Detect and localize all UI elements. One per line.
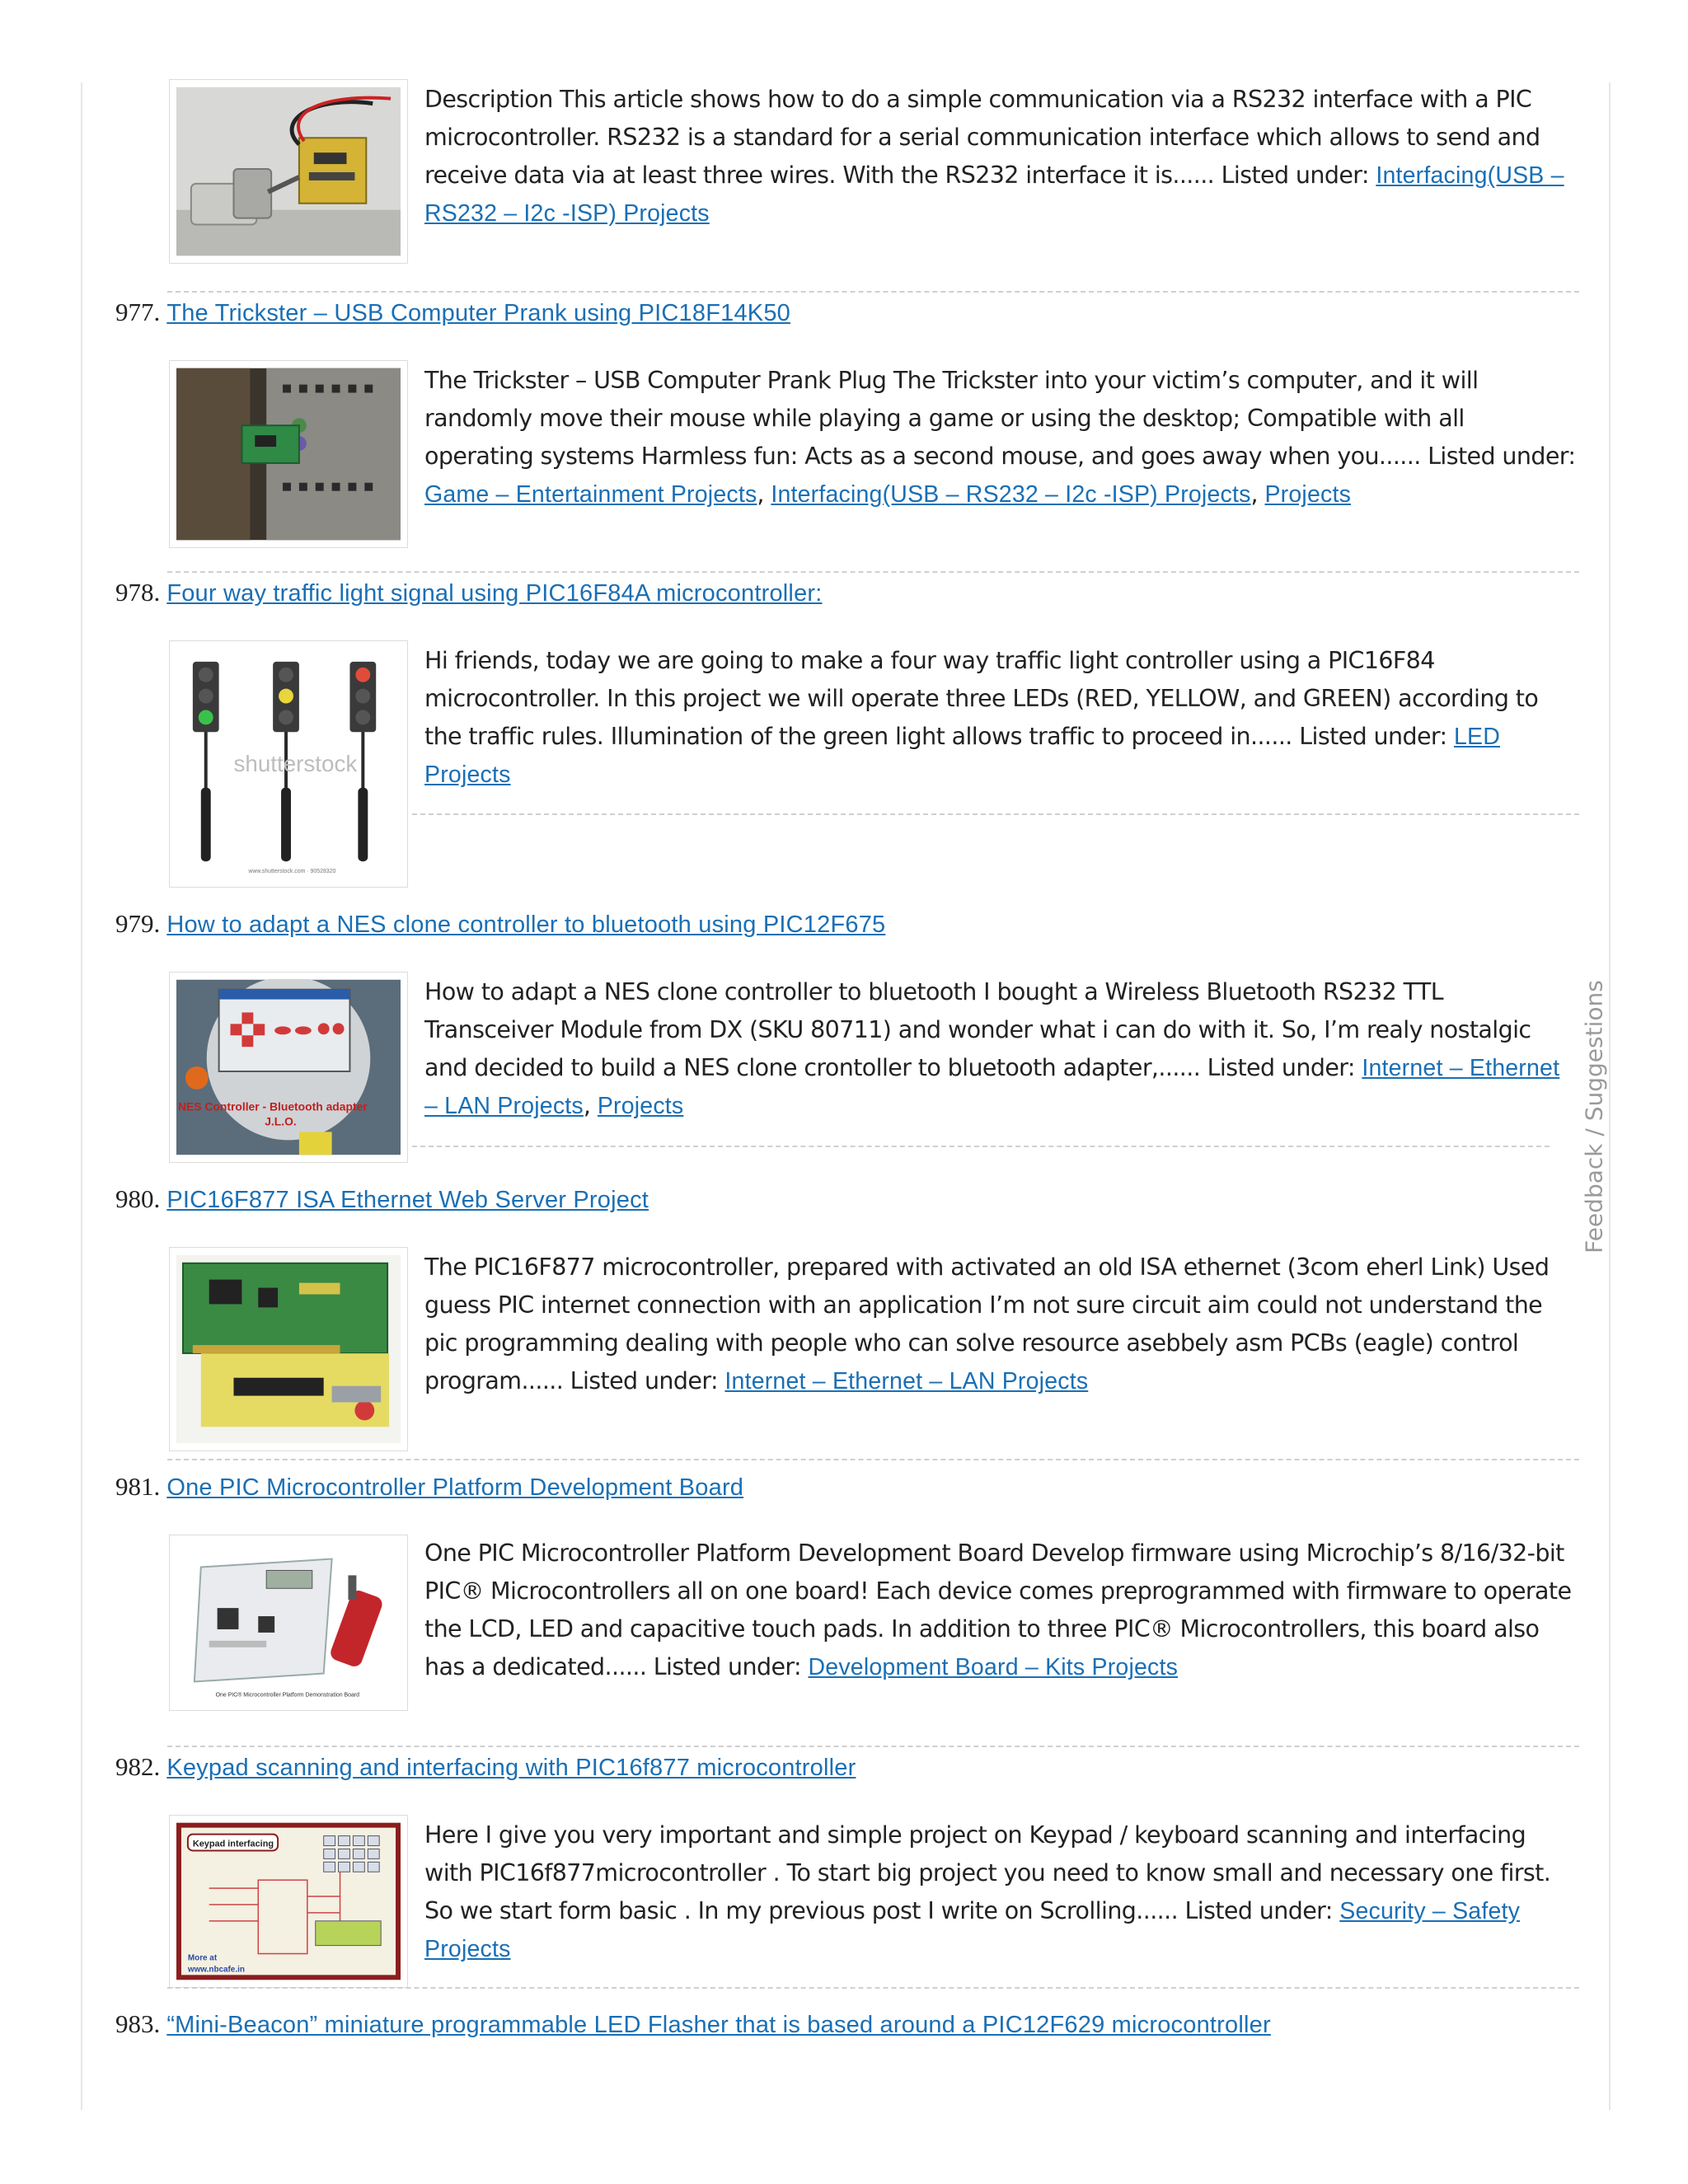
category-link[interactable]: Internet – Ethernet – LAN Projects [424, 1055, 1560, 1119]
project-thumbnail[interactable] [169, 972, 408, 1163]
item-number: 977. [115, 298, 161, 326]
project-thumbnail[interactable] [169, 1815, 408, 1988]
description-text: How to adapt a NES clone controller to bluetooth I bought a Wireless Bluetooth RS232 TTL Transceiver Module from DX (SKU 80711) and wonder what i can do with it. So, I’m realy nostalgic and decided to build a NES clone crontoller to bluetooth adapter,...... Listed under: [424, 978, 1531, 1081]
item-number: 982. [115, 1752, 161, 1781]
project-title-link[interactable]: Keypad scanning and interfacing with PIC16f877 microcontroller [166, 1755, 856, 1781]
list-item-heading [115, 576, 1582, 610]
entry-separator [167, 1746, 1579, 1747]
description-text: Here I give you very important and simple project on Keypad / keyboard scanning and interfacing with PIC16f877microcontroller . To start big project you need to know small and necessary one first. So we start form basic . In my previous post I write on Scrolling...... Listed under: [424, 1821, 1551, 1924]
project-description [424, 81, 1578, 232]
list-item-heading [115, 1470, 1582, 1504]
image-caption: www.nbcafe.in [187, 1965, 245, 1975]
project-title-link[interactable]: How to adapt a NES clone controller to bluetooth using PIC12F675 [166, 912, 886, 938]
project-thumbnail[interactable] [169, 79, 408, 264]
list-item-heading [115, 1183, 1582, 1216]
item-number: 978. [115, 578, 161, 607]
project-thumbnail[interactable] [169, 1247, 408, 1451]
description-text: The Trickster – USB Computer Prank Plug The Trickster into your victim’s computer, and it will randomly move their mouse while playing a game or using the desktop; Compatible with all operating systems Harmless fun: Acts as a second mouse, and goes away when you...... Listed under: [424, 367, 1576, 470]
isa-ethernet-image [176, 1254, 401, 1444]
image-caption: NES Controller - Bluetooth adapter [177, 1099, 368, 1113]
rs232-board-image [176, 87, 401, 256]
category-link[interactable]: Development Board – Kits Projects [808, 1654, 1179, 1680]
category-link[interactable]: Internet – Ethernet – LAN Projects [724, 1368, 1089, 1394]
entry-separator [167, 1459, 1579, 1460]
entry-separator [412, 813, 1579, 815]
description-text: Description This article shows how to do a simple communication via a RS232 interface with a PIC microcontroller. RS232 is a standard for a serial communication interface which allows to send and receive data via at least three wires. With the RS232 interface it is...... Listed under: [424, 86, 1540, 189]
image-caption: Keypad interfacing [192, 1839, 274, 1849]
nes-controller-image [176, 979, 401, 1155]
feedback-label: Feedback / Suggestions [1580, 980, 1608, 1254]
item-number: 979. [115, 909, 161, 938]
keypad-interfacing-image [176, 1822, 401, 1980]
project-description: The Trickster – USB Computer Prank Plug The Trickster into your victim’s computer, and it will randomly move their mouse while playing a game or using the desktop; Compatible with all operating systems Harmless fun: Acts as a second mouse, and goes away when you...... Listed under: Game – Entertainment Projects, Interfacing(USB – RS232 – I2c -ISP) Projects, Projects [424, 367, 1576, 508]
entry-separator [412, 1146, 1550, 1147]
project-title-link[interactable]: PIC16F877 ISA Ethernet Web Server Project [166, 1187, 649, 1213]
item-number: 980. [115, 1184, 161, 1213]
project-thumbnail[interactable] [169, 360, 408, 548]
project-thumbnail[interactable] [169, 1535, 408, 1711]
usb-prank-image [176, 368, 401, 541]
image-caption: More at [187, 1953, 218, 1963]
project-description [424, 1535, 1578, 1686]
image-caption: One PIC® Microcontroller Platform Demonstration Board [215, 1692, 360, 1699]
list-item-heading [115, 296, 1582, 330]
category-link[interactable]: Game – Entertainment Projects [424, 481, 757, 508]
description-text: The PIC16F877 microcontroller, prepared with activated an old ISA ethernet (3com eherl Link) Used guess PIC internet connection with an application I’m not sure circuit aim could not understand the pic programming dealing with people who can solve resource asebbely asm PCBs (eagle) control program...... Listed under: [424, 1254, 1550, 1394]
entry-separator [167, 291, 1579, 293]
list-item-heading [115, 2008, 1582, 2041]
category-link[interactable]: Projects [597, 1093, 684, 1119]
category-link[interactable]: Projects [1264, 481, 1352, 508]
feedback-tab[interactable] [1574, 980, 1614, 1254]
item-number: 983. [115, 2009, 161, 2038]
item-number: 981. [115, 1472, 161, 1501]
watermark-caption: www.shutterstock.com · 90528320 [248, 869, 336, 875]
description-text: One PIC Microcontroller Platform Development Board Develop firmware using Microchip’s 8/16/32-bit PIC® Microcontrollers all on one board! Each device comes preprogrammed with firmware to operate the LCD, LED and capacitive touch pads. In addition to three PIC® Microcontrollers, this board also has a dedicated...... Listed under: [424, 1540, 1572, 1680]
project-title-link[interactable]: “Mini-Beacon” miniature programmable LED Flasher that is based around a PIC12F629 microcontroller [166, 2012, 1271, 2038]
watermark-text: shutterstock [233, 750, 358, 776]
list-item-heading [115, 907, 1582, 941]
project-title-link[interactable]: Four way traffic light signal using PIC16F84A microcontroller: [166, 580, 823, 607]
project-description [424, 1816, 1578, 1968]
entry-separator [167, 1987, 1579, 1989]
list-item-heading [115, 1750, 1582, 1784]
project-description [424, 642, 1578, 794]
category-link[interactable]: Interfacing(USB – RS232 – I2c -ISP) Projects [771, 481, 1251, 508]
category-link[interactable]: Security – Safety Projects [424, 1898, 1521, 1962]
dev-board-image [176, 1542, 401, 1704]
project-title-link[interactable]: The Trickster – USB Computer Prank using PIC18F14K50 [166, 300, 790, 326]
traffic-light-image [176, 648, 401, 880]
image-caption: J.L.O. [265, 1114, 297, 1128]
project-thumbnail[interactable] [169, 640, 408, 888]
category-link[interactable]: Interfacing(USB – RS232 – I2c -ISP) Projects [424, 162, 1564, 227]
entry-separator [167, 571, 1579, 573]
project-description: How to adapt a NES clone controller to bluetooth I bought a Wireless Bluetooth RS232 TTL Transceiver Module from DX (SKU 80711) and wonder what i can do with it. So, I’m realy nostalgic and decided to build a NES clone crontoller to bluetooth adapter,...... Listed under: Internet – Ethernet – LAN Projects, Projects [424, 978, 1560, 1119]
category-link[interactable]: LED Projects [424, 724, 1501, 788]
project-description [424, 1249, 1578, 1400]
description-text: Hi friends, today we are going to make a four way traffic light controller using a PIC16F84 microcontroller. In this project we will operate three LEDs (RED, YELLOW, and GREEN) according to the traffic rules. Illumination of the green light allows traffic to proceed in...... Listed under: [424, 647, 1539, 750]
project-title-link[interactable]: One PIC Microcontroller Platform Development Board [166, 1474, 744, 1501]
